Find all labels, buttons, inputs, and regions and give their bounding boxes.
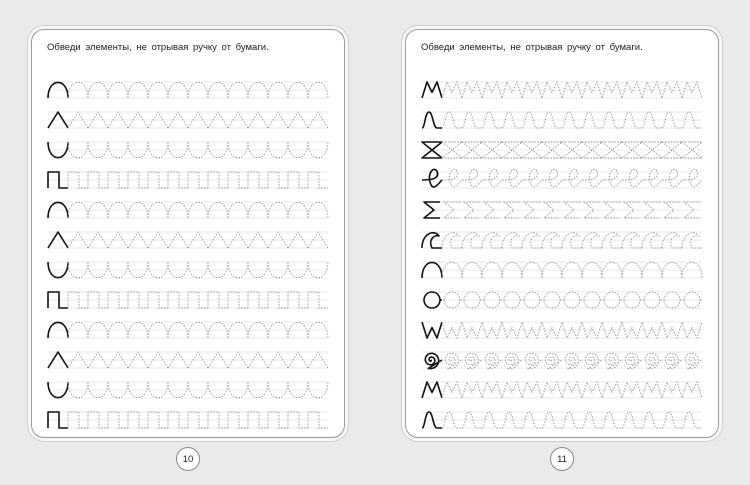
trace-hook-wave — [442, 233, 462, 248]
trace-spiral — [465, 353, 482, 368]
tracing-row-peak — [48, 352, 328, 368]
tracing-row-valley — [48, 262, 328, 278]
sample-spiral — [425, 353, 442, 368]
trace-hook-wave — [482, 233, 502, 248]
trace-hook-wave — [522, 233, 542, 248]
trace-spiral — [605, 353, 622, 368]
trace-spiral — [505, 353, 522, 368]
trace-spiral — [565, 353, 582, 368]
tracing-row-sigma — [422, 202, 702, 218]
instruction-text: Обведи элементы, не отрывая ручку от бумаги. — [421, 42, 643, 53]
tracing-rows — [32, 30, 345, 438]
trace-hook-wave — [662, 233, 682, 248]
trace-spiral — [585, 353, 602, 368]
trace-hook-wave — [462, 233, 482, 248]
trace-spiral — [445, 353, 462, 368]
trace-hook-wave — [542, 233, 562, 248]
tracing-row-square — [48, 292, 328, 308]
trace-hook-wave — [502, 233, 522, 248]
tracing-row-arch — [48, 82, 328, 98]
tracing-row-arch — [48, 202, 328, 218]
tracing-rows — [406, 30, 719, 438]
trace-hook-wave — [622, 233, 642, 248]
trace-spiral — [625, 353, 642, 368]
sample-hook-wave — [422, 233, 442, 248]
trace-hook-wave — [682, 233, 702, 248]
tracing-row-m-zigzag — [422, 382, 702, 398]
tracing-row-square — [48, 172, 328, 188]
instruction-text: Обведи элементы, не отрывая ручку от бумаги. — [47, 42, 269, 53]
trace-hook-wave — [562, 233, 582, 248]
tracing-row-circle — [422, 292, 702, 308]
tracing-row-m-zigzag — [422, 82, 702, 98]
tracing-row-square — [48, 412, 328, 428]
tracing-row-arch — [422, 262, 702, 278]
workbook-page-11 — [405, 29, 719, 438]
trace-spiral — [665, 353, 682, 368]
tracing-row-wave — [422, 112, 702, 128]
tracing-row-hook-wave — [422, 232, 702, 248]
tracing-row-loop — [422, 169, 702, 188]
trace-spiral — [685, 353, 702, 368]
trace-hook-wave — [602, 233, 622, 248]
page-number: 11 — [550, 447, 574, 471]
trace-hook-wave — [642, 233, 662, 248]
tracing-row-spiral — [422, 352, 702, 369]
tracing-row-wave — [422, 412, 702, 428]
workbook-page-10 — [31, 29, 345, 438]
tracing-row-peak — [48, 232, 328, 248]
tracing-row-w-zigzag — [422, 322, 702, 338]
tracing-row-arch — [48, 322, 328, 338]
tracing-row-bowtie — [422, 142, 702, 158]
trace-spiral — [545, 353, 562, 368]
tracing-row-valley — [48, 382, 328, 398]
trace-hook-wave — [582, 233, 602, 248]
trace-spiral — [525, 353, 542, 368]
tracing-row-peak — [48, 112, 328, 128]
trace-spiral — [485, 353, 502, 368]
page-number: 10 — [176, 447, 200, 471]
tracing-row-valley — [48, 142, 328, 158]
trace-spiral — [645, 353, 662, 368]
